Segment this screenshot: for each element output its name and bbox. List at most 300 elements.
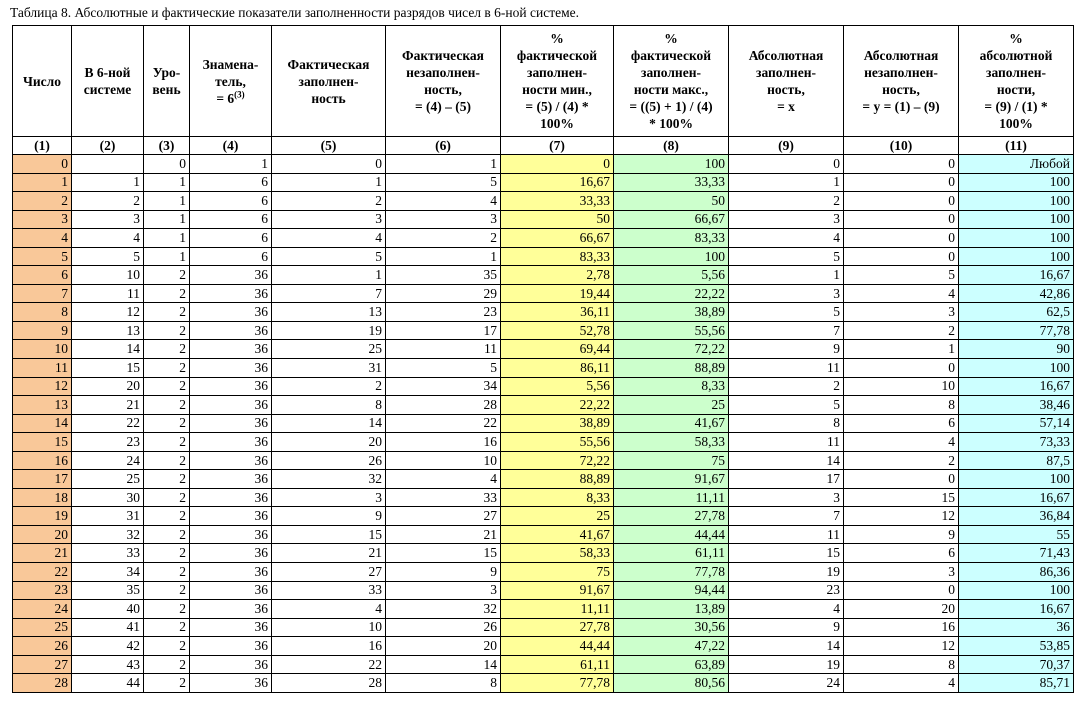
table-cell: 1 <box>729 266 844 285</box>
table-cell: 1 <box>272 266 386 285</box>
column-header-9 <box>729 26 844 137</box>
table-cell: 4 <box>729 600 844 619</box>
table-cell: 3 <box>844 563 959 582</box>
table-row <box>13 155 1074 174</box>
table-cell: 71,43 <box>959 544 1074 563</box>
table-cell: 14 <box>386 655 501 674</box>
table-cell: 100 <box>959 470 1074 489</box>
table-cell: 13,89 <box>614 600 729 619</box>
table-cell: 38,46 <box>959 396 1074 415</box>
table-row <box>13 433 1074 452</box>
table-cell: 5 <box>729 247 844 266</box>
table-cell: 2 <box>144 266 190 285</box>
table-row <box>13 637 1074 656</box>
table-cell: 16,67 <box>959 488 1074 507</box>
table-cell: 21 <box>386 525 501 544</box>
table-cell: 7 <box>729 507 844 526</box>
table-cell: 34 <box>386 377 501 396</box>
table-cell: 36 <box>190 359 272 378</box>
table-cell: 2 <box>844 321 959 340</box>
table-cell: 10 <box>844 377 959 396</box>
table-cell: 5 <box>844 266 959 285</box>
table-cell: 100 <box>959 210 1074 229</box>
table-cell: 52,78 <box>501 321 614 340</box>
table-cell: 16 <box>13 451 72 470</box>
table-row <box>13 284 1074 303</box>
table-cell: 17 <box>729 470 844 489</box>
table-cell: 88,89 <box>501 470 614 489</box>
table-cell: 22 <box>72 414 144 433</box>
table-cell: 0 <box>272 155 386 174</box>
table-cell: 1 <box>272 173 386 192</box>
table-cell: 20 <box>72 377 144 396</box>
table-cell: 17 <box>386 321 501 340</box>
column-header-8 <box>614 26 729 137</box>
table-row <box>13 340 1074 359</box>
table-cell: 36 <box>190 637 272 656</box>
table-cell: 42,86 <box>959 284 1074 303</box>
table-cell: 30 <box>72 488 144 507</box>
table-cell: 10 <box>72 266 144 285</box>
table-cell: 12 <box>13 377 72 396</box>
table-cell: 27,78 <box>501 618 614 637</box>
table-cell: 2 <box>272 377 386 396</box>
table-cell: 0 <box>844 210 959 229</box>
table-cell: 72,22 <box>614 340 729 359</box>
table-cell: 36 <box>190 618 272 637</box>
table-cell: 14 <box>72 340 144 359</box>
table-cell: 25 <box>272 340 386 359</box>
column-header-line: 100% <box>999 116 1033 131</box>
table-row <box>13 581 1074 600</box>
table-cell: 13 <box>72 321 144 340</box>
table-cell: 63,89 <box>614 655 729 674</box>
table-cell: 8 <box>729 414 844 433</box>
table-row <box>13 618 1074 637</box>
table-cell: 11 <box>386 340 501 359</box>
table-cell: 2 <box>144 655 190 674</box>
table-row <box>13 674 1074 693</box>
table-cell: 20 <box>13 525 72 544</box>
column-header-6 <box>386 26 501 137</box>
table-cell: 16,67 <box>959 266 1074 285</box>
table-cell: 86,11 <box>501 359 614 378</box>
table-cell: 2,78 <box>501 266 614 285</box>
column-header-line: * 100% <box>649 116 693 131</box>
table-cell: 0 <box>501 155 614 174</box>
table-cell: 15 <box>844 488 959 507</box>
column-header-line: незаполнен- <box>864 65 938 80</box>
table-cell: 36 <box>190 321 272 340</box>
table-cell: 6 <box>844 414 959 433</box>
table-cell: 10 <box>13 340 72 359</box>
table-cell: 100 <box>959 359 1074 378</box>
column-header-line: фактической <box>630 48 712 63</box>
table-cell: 33 <box>72 544 144 563</box>
table-cell: 8 <box>844 655 959 674</box>
table-cell: 90 <box>959 340 1074 359</box>
table-row <box>13 396 1074 415</box>
table-cell: 50 <box>501 210 614 229</box>
table-cell: 100 <box>614 155 729 174</box>
table-cell: 55,56 <box>614 321 729 340</box>
column-header-line: = (9) / (1) * <box>984 99 1048 114</box>
table-cell: 43 <box>72 655 144 674</box>
table-cell: 66,67 <box>614 210 729 229</box>
table-cell: 16,67 <box>959 600 1074 619</box>
table-cell: 0 <box>844 229 959 248</box>
table-cell: 100 <box>959 173 1074 192</box>
table-cell: 4 <box>386 192 501 211</box>
table-cell: 34 <box>72 563 144 582</box>
table-cell: 44 <box>72 674 144 693</box>
column-header-line: % <box>1009 31 1023 46</box>
table-cell: 83,33 <box>501 247 614 266</box>
table-cell: 35 <box>72 581 144 600</box>
table-cell: 36 <box>190 674 272 693</box>
table-cell: 28 <box>386 396 501 415</box>
table-cell: 25 <box>501 507 614 526</box>
table-cell: 5,56 <box>614 266 729 285</box>
table-cell: 2 <box>386 229 501 248</box>
table-cell: 11 <box>13 359 72 378</box>
table-cell: 17 <box>13 470 72 489</box>
table-cell: 2 <box>272 192 386 211</box>
table-row <box>13 247 1074 266</box>
column-header-line: ности мин., <box>522 82 592 97</box>
table-cell: 8,33 <box>501 488 614 507</box>
table-cell: 36 <box>190 414 272 433</box>
table-cell: 0 <box>844 359 959 378</box>
column-header-line: ность, <box>767 82 805 97</box>
table-cell: 16,67 <box>501 173 614 192</box>
table-cell: 10 <box>386 451 501 470</box>
column-number: (3) <box>144 137 190 155</box>
table-cell: 11 <box>729 433 844 452</box>
table-cell: 2 <box>144 321 190 340</box>
table-cell: 66,67 <box>501 229 614 248</box>
table-cell: 27 <box>386 507 501 526</box>
table-cell: 2 <box>144 433 190 452</box>
table-cell: 4 <box>729 229 844 248</box>
column-header-line: ность, <box>424 82 462 97</box>
table-cell: 41,67 <box>614 414 729 433</box>
table-row <box>13 266 1074 285</box>
table-cell: 5 <box>729 303 844 322</box>
column-number: (9) <box>729 137 844 155</box>
table-cell: 2 <box>144 563 190 582</box>
table-cell: 22,22 <box>614 284 729 303</box>
table-row <box>13 377 1074 396</box>
table-body <box>13 155 1074 693</box>
table-cell: 8 <box>13 303 72 322</box>
column-header-line: ность <box>311 90 346 106</box>
table-cell: 32 <box>272 470 386 489</box>
column-header-line: незаполнен- <box>406 65 480 80</box>
table-row <box>13 507 1074 526</box>
table-cell: 25 <box>614 396 729 415</box>
table-cell: 5 <box>272 247 386 266</box>
column-number: (1) <box>13 137 72 155</box>
table-cell: 33,33 <box>501 192 614 211</box>
table-cell: 2 <box>144 600 190 619</box>
table-cell: 13 <box>13 396 72 415</box>
table-cell: 25 <box>13 618 72 637</box>
table-cell: 35 <box>386 266 501 285</box>
table-cell: 26 <box>13 637 72 656</box>
column-header-3 <box>144 26 190 137</box>
table-cell: 5 <box>386 173 501 192</box>
table-cell: 24 <box>13 600 72 619</box>
table-cell: 36 <box>190 377 272 396</box>
table-cell: 85,71 <box>959 674 1074 693</box>
column-number-row <box>13 137 1074 155</box>
table-cell: 30,56 <box>614 618 729 637</box>
table-cell: 41 <box>72 618 144 637</box>
table-cell: 4 <box>72 229 144 248</box>
table-cell: 3 <box>272 488 386 507</box>
table-cell: 2 <box>144 359 190 378</box>
table-cell: 15 <box>13 433 72 452</box>
column-header-line: заполнен- <box>641 65 701 80</box>
table-cell: 1 <box>144 210 190 229</box>
column-number: (7) <box>501 137 614 155</box>
table-cell: 28 <box>272 674 386 693</box>
table-cell: 32 <box>72 525 144 544</box>
table-cell: 7 <box>729 321 844 340</box>
table-cell: 70,37 <box>959 655 1074 674</box>
table-cell: 36 <box>190 266 272 285</box>
table-cell: 3 <box>272 210 386 229</box>
table-cell: 72,22 <box>501 451 614 470</box>
table-cell: 27 <box>272 563 386 582</box>
column-number: (6) <box>386 137 501 155</box>
table-cell: 2 <box>144 414 190 433</box>
column-header-line: Абсолютная <box>863 48 939 63</box>
table-cell: 6 <box>190 192 272 211</box>
table-cell: 94,44 <box>614 581 729 600</box>
table-cell: 1 <box>386 247 501 266</box>
table-cell: 6 <box>190 210 272 229</box>
column-header-line: системе <box>83 82 132 97</box>
table-cell: 83,33 <box>614 229 729 248</box>
column-header-5 <box>272 26 386 137</box>
table-cell: 91,67 <box>501 581 614 600</box>
column-header-line: Знамена- <box>202 56 259 72</box>
column-header-line: Фактическая <box>402 48 484 63</box>
table-cell: 2 <box>13 192 72 211</box>
table-cell: 9 <box>729 340 844 359</box>
table-cell: 77,78 <box>501 674 614 693</box>
table-cell: 44,44 <box>501 637 614 656</box>
table-cell: 5 <box>72 247 144 266</box>
table-row <box>13 229 1074 248</box>
table-cell: 62,5 <box>959 303 1074 322</box>
table-cell: 2 <box>729 192 844 211</box>
table-cell: 36 <box>190 451 272 470</box>
table-cell: 22 <box>272 655 386 674</box>
column-header-line: % <box>550 31 564 46</box>
column-header-line: тель, <box>215 73 246 89</box>
table-cell: 14 <box>729 451 844 470</box>
table-cell: 36 <box>190 470 272 489</box>
table-cell: 31 <box>272 359 386 378</box>
table-cell: 9 <box>272 507 386 526</box>
column-header-line: ности, <box>996 82 1036 97</box>
table-cell: 36 <box>190 563 272 582</box>
table-cell: 24 <box>729 674 844 693</box>
table-cell: 4 <box>844 284 959 303</box>
table-cell: 1 <box>729 173 844 192</box>
table-cell: 91,67 <box>614 470 729 489</box>
column-header-line: ности макс., <box>633 82 709 97</box>
table-cell: 3 <box>72 210 144 229</box>
table-cell: 36 <box>190 525 272 544</box>
table-cell: 61,11 <box>501 655 614 674</box>
table-cell: 2 <box>144 525 190 544</box>
table-cell: 2 <box>72 192 144 211</box>
table-row <box>13 655 1074 674</box>
table-cell: 2 <box>144 284 190 303</box>
table-cell: 2 <box>144 303 190 322</box>
table-cell: 88,89 <box>614 359 729 378</box>
column-header-4 <box>190 26 272 137</box>
table-cell: 22,22 <box>501 396 614 415</box>
table-cell: 11 <box>72 284 144 303</box>
table-cell: 1 <box>844 340 959 359</box>
header-row <box>13 26 1074 137</box>
table-cell: 3 <box>386 210 501 229</box>
column-header-line: вень <box>152 82 181 97</box>
table-cell: 36 <box>190 303 272 322</box>
table-cell: 5 <box>13 247 72 266</box>
table-cell: 6 <box>190 173 272 192</box>
table-cell: 80,56 <box>614 674 729 693</box>
table-cell: 33 <box>386 488 501 507</box>
table-cell: 1 <box>13 173 72 192</box>
table-cell: 1 <box>144 247 190 266</box>
table-cell: 28 <box>13 674 72 693</box>
table-cell: 26 <box>272 451 386 470</box>
table-cell: 29 <box>386 284 501 303</box>
column-header-7 <box>501 26 614 137</box>
table-cell: 2 <box>144 674 190 693</box>
table-cell: 10 <box>272 618 386 637</box>
table-cell: 2 <box>144 581 190 600</box>
table-cell: 58,33 <box>501 544 614 563</box>
table-cell: 1 <box>190 155 272 174</box>
table-cell: 18 <box>13 488 72 507</box>
table-cell: 4 <box>272 229 386 248</box>
table-cell: 20 <box>272 433 386 452</box>
table-cell: 4 <box>844 433 959 452</box>
column-header-line: заполнен- <box>298 73 359 89</box>
table-cell: 20 <box>844 600 959 619</box>
table-cell: 0 <box>844 155 959 174</box>
header-superscript: (3) <box>234 89 245 99</box>
column-header-line: = x <box>777 99 795 114</box>
table-cell: 2 <box>844 451 959 470</box>
table-cell: 19 <box>272 321 386 340</box>
table-cell: 36 <box>190 433 272 452</box>
column-header-line: = 6 <box>216 90 235 106</box>
table-row <box>13 359 1074 378</box>
column-header-line: абсолютной <box>979 48 1053 63</box>
table-cell: 3 <box>844 303 959 322</box>
table-cell: 42 <box>72 637 144 656</box>
table-cell: 8 <box>844 396 959 415</box>
table-cell: 22 <box>13 563 72 582</box>
table-row <box>13 563 1074 582</box>
table-cell: 31 <box>72 507 144 526</box>
table-cell: 12 <box>844 507 959 526</box>
table-row <box>13 451 1074 470</box>
table-cell: 41,67 <box>501 525 614 544</box>
table-cell: 36 <box>190 340 272 359</box>
table-cell: 8 <box>272 396 386 415</box>
table-cell: 9 <box>386 563 501 582</box>
table-cell: 15 <box>272 525 386 544</box>
column-header-10 <box>844 26 959 137</box>
table-cell: 19 <box>729 655 844 674</box>
table-cell: 6 <box>190 247 272 266</box>
table-cell: 3 <box>13 210 72 229</box>
table-cell <box>72 155 144 174</box>
column-header-line: Абсолютная <box>748 48 824 63</box>
column-header-line: Уро- <box>152 65 181 80</box>
table-cell: 5 <box>729 396 844 415</box>
column-number: (5) <box>272 137 386 155</box>
table-cell: 27 <box>13 655 72 674</box>
table-cell: 9 <box>844 525 959 544</box>
table-cell: 2 <box>144 637 190 656</box>
table-cell: 5 <box>386 359 501 378</box>
table-cell: 2 <box>144 507 190 526</box>
table-cell: 6 <box>844 544 959 563</box>
table-cell: 1 <box>72 173 144 192</box>
table-cell: 15 <box>386 544 501 563</box>
column-header-line: = y = (1) – (9) <box>862 99 940 114</box>
table-cell: 36 <box>190 396 272 415</box>
table-cell: 2 <box>144 470 190 489</box>
table-row <box>13 303 1074 322</box>
table-cell: 23 <box>729 581 844 600</box>
table-cell: 21 <box>13 544 72 563</box>
table-cell: 1 <box>386 155 501 174</box>
table-cell: 33,33 <box>614 173 729 192</box>
table-cell: 21 <box>272 544 386 563</box>
column-number: (8) <box>614 137 729 155</box>
table-cell: 0 <box>729 155 844 174</box>
column-header-line: фактической <box>516 48 598 63</box>
column-number: (4) <box>190 137 272 155</box>
table-cell: 75 <box>614 451 729 470</box>
table-row <box>13 600 1074 619</box>
column-number: (11) <box>959 137 1074 155</box>
table-cell: 4 <box>272 600 386 619</box>
table-cell: 2 <box>144 488 190 507</box>
table-cell: 36 <box>190 284 272 303</box>
table-cell: 36 <box>190 488 272 507</box>
table-cell: 3 <box>729 488 844 507</box>
table-cell: 3 <box>729 284 844 303</box>
table-cell: 3 <box>386 581 501 600</box>
table-cell: 26 <box>386 618 501 637</box>
table-cell: 36 <box>190 600 272 619</box>
table-cell: 4 <box>844 674 959 693</box>
column-header-line: заполнен- <box>756 65 816 80</box>
table-cell: 0 <box>844 173 959 192</box>
